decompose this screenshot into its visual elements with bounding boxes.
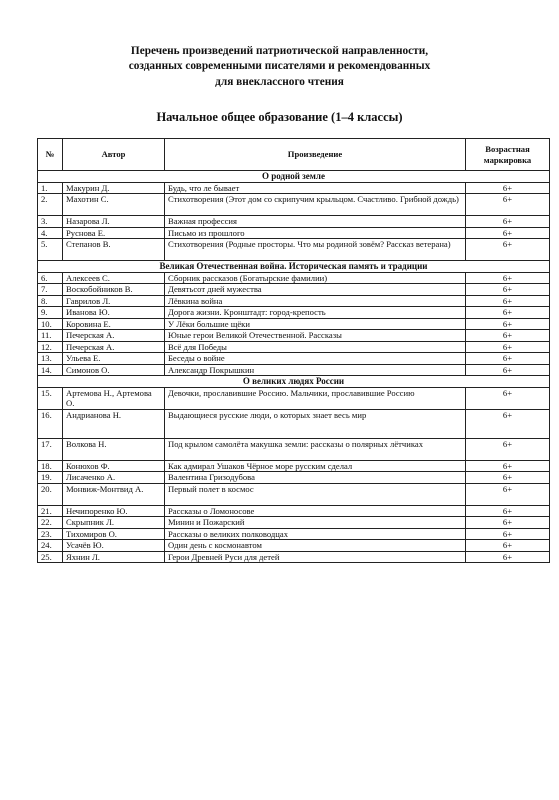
row-age: 6+ [466,409,550,438]
row-age: 6+ [466,307,550,319]
row-work: Выдающиеся русские люди, о которых знает весь мир [165,409,466,438]
row-work: У Лёки большие щёки [165,318,466,330]
column-header-age: Возрастная маркировка [466,139,550,171]
row-age: 6+ [466,353,550,365]
table-row [38,284,550,296]
row-age: 6+ [466,239,550,261]
table-row [38,387,550,409]
row-age: 6+ [466,216,550,228]
row-age: 6+ [466,364,550,376]
table-row [38,438,550,460]
table-row [38,330,550,342]
row-author: Усачёв Ю. [63,540,165,552]
row-number: 25. [38,551,63,563]
row-author: Артемова Н., Артемова О. [63,387,165,409]
row-work: Стихотворения (Этот дом со скрипучим крыльцом. Счастливо. Грибной дождь) [165,194,466,216]
row-author: Тихомиров О. [63,528,165,540]
column-header-work: Произведение [165,139,466,171]
section-title: О родной земле [38,171,550,183]
row-author: Симонов О. [63,364,165,376]
row-age: 6+ [466,330,550,342]
row-work: Письмо из прошлого [165,227,466,239]
table-row [38,341,550,353]
row-author: Конюхов Ф. [63,460,165,472]
row-number: 21. [38,505,63,517]
row-author: Печерская А. [63,341,165,353]
row-author: Махотин С. [63,194,165,216]
row-number: 20. [38,483,63,505]
row-author: Ульева Е. [63,353,165,365]
table-row [38,318,550,330]
document-title-line-1: Перечень произведений патриотической направленности, [130,45,429,57]
table-row [38,472,550,484]
table-row [38,295,550,307]
row-work: Юные герои Великой Отечественной. Рассказы [165,330,466,342]
row-number: 23. [38,528,63,540]
row-work: Сборник рассказов (Богатырские фамилии) [165,272,466,284]
row-author: Руснова Е. [63,227,165,239]
row-author: Лисаченко А. [63,472,165,484]
row-age: 6+ [466,227,550,239]
row-work: Герои Древней Руси для детей [165,551,466,563]
row-number: 16. [38,409,63,438]
row-age: 6+ [466,272,550,284]
row-author: Монвиж-Монтвид А. [63,483,165,505]
row-number: 22. [38,517,63,529]
row-author: Андрианова Н. [63,409,165,438]
table-row [38,272,550,284]
row-number: 24. [38,540,63,552]
table-row [38,551,550,563]
row-work: Минин и Пожарский [165,517,466,529]
row-age: 6+ [466,194,550,216]
row-author: Яхнин Л. [63,551,165,563]
row-work: Девочки, прославившие Россию. Мальчики, прославившие Россию [165,387,466,409]
row-author: Печерская А. [63,330,165,342]
document-title-line-3: для внеклассного чтения [215,76,344,88]
row-work: Дорога жизни. Кронштадт: город-крепость [165,307,466,319]
table-row [38,540,550,552]
table-body [38,171,550,563]
table-row [38,194,550,216]
row-work: Как адмирал Ушаков Чёрное море русским сделал [165,460,466,472]
table-row [38,483,550,505]
table-row [38,239,550,261]
table-row [38,505,550,517]
row-work: Под крылом самолёта макушка земли: рассказы о полярных лётчиках [165,438,466,460]
table-row [38,528,550,540]
row-work: Один день с космонавтом [165,540,466,552]
table-row [38,182,550,194]
section-title: Великая Отечественная война. Историческая память и традиции [38,261,550,273]
row-work: Рассказы о Ломоносове [165,505,466,517]
row-number: 4. [38,227,63,239]
table-row [38,517,550,529]
row-number: 15. [38,387,63,409]
row-number: 7. [38,284,63,296]
row-work: Лёвкина война [165,295,466,307]
row-number: 19. [38,472,63,484]
row-number: 14. [38,364,63,376]
row-age: 6+ [466,182,550,194]
table-row [38,364,550,376]
row-work: Стихотворения (Родные просторы. Что мы родиной зовём? Рассказ ветерана) [165,239,466,261]
row-age: 6+ [466,551,550,563]
section-header-row [38,376,550,388]
section-title: О великих людях России [38,376,550,388]
document-subtitle: Начальное общее образование (1–4 классы) [156,110,403,124]
row-author: Алексеев С. [63,272,165,284]
table-row [38,353,550,365]
row-work: Будь, что ле бывает [165,182,466,194]
row-number: 6. [38,272,63,284]
row-age: 6+ [466,517,550,529]
row-age: 6+ [466,472,550,484]
row-age: 6+ [466,505,550,517]
row-age: 6+ [466,318,550,330]
row-age: 6+ [466,460,550,472]
works-table [37,138,550,563]
row-number: 9. [38,307,63,319]
row-work: Беседы о войне [165,353,466,365]
section-header-row [38,171,550,183]
row-age: 6+ [466,387,550,409]
row-author: Коровина Е. [63,318,165,330]
row-number: 17. [38,438,63,460]
row-age: 6+ [466,483,550,505]
section-header-row [38,261,550,273]
table-row [38,460,550,472]
row-author: Макурин Д. [63,182,165,194]
table-header-row [38,139,550,171]
row-number: 18. [38,460,63,472]
row-author: Воскобойников В. [63,284,165,296]
row-age: 6+ [466,284,550,296]
row-number: 3. [38,216,63,228]
row-work: Рассказы о великих полководцах [165,528,466,540]
row-number: 1. [38,182,63,194]
row-author: Степанов В. [63,239,165,261]
row-number: 5. [38,239,63,261]
table-row [38,227,550,239]
row-work: Валентина Гризодубова [165,472,466,484]
row-work: Всё для Победы [165,341,466,353]
row-work: Первый полет в космос [165,483,466,505]
row-author: Волкова Н. [63,438,165,460]
row-age: 6+ [466,438,550,460]
column-header-number: № [38,139,63,171]
row-number: 11. [38,330,63,342]
row-work: Девятьсот дней мужества [165,284,466,296]
row-age: 6+ [466,528,550,540]
row-age: 6+ [466,295,550,307]
table-row [38,216,550,228]
row-work: Важная профессия [165,216,466,228]
row-author: Нечипоренко Ю. [63,505,165,517]
row-number: 10. [38,318,63,330]
row-author: Скрыпник Л. [63,517,165,529]
row-number: 13. [38,353,63,365]
row-author: Иванова Ю. [63,307,165,319]
row-author: Гаврилов Л. [63,295,165,307]
table-row [38,409,550,438]
row-age: 6+ [466,540,550,552]
row-number: 8. [38,295,63,307]
column-header-author: Автор [63,139,165,171]
table-row [38,307,550,319]
row-number: 2. [38,194,63,216]
row-age: 6+ [466,341,550,353]
row-author: Назарова Л. [63,216,165,228]
row-work: Александр Покрышкин [165,364,466,376]
document-title-line-2: созданных современными писателями и рекомендованных [128,60,431,72]
row-number: 12. [38,341,63,353]
